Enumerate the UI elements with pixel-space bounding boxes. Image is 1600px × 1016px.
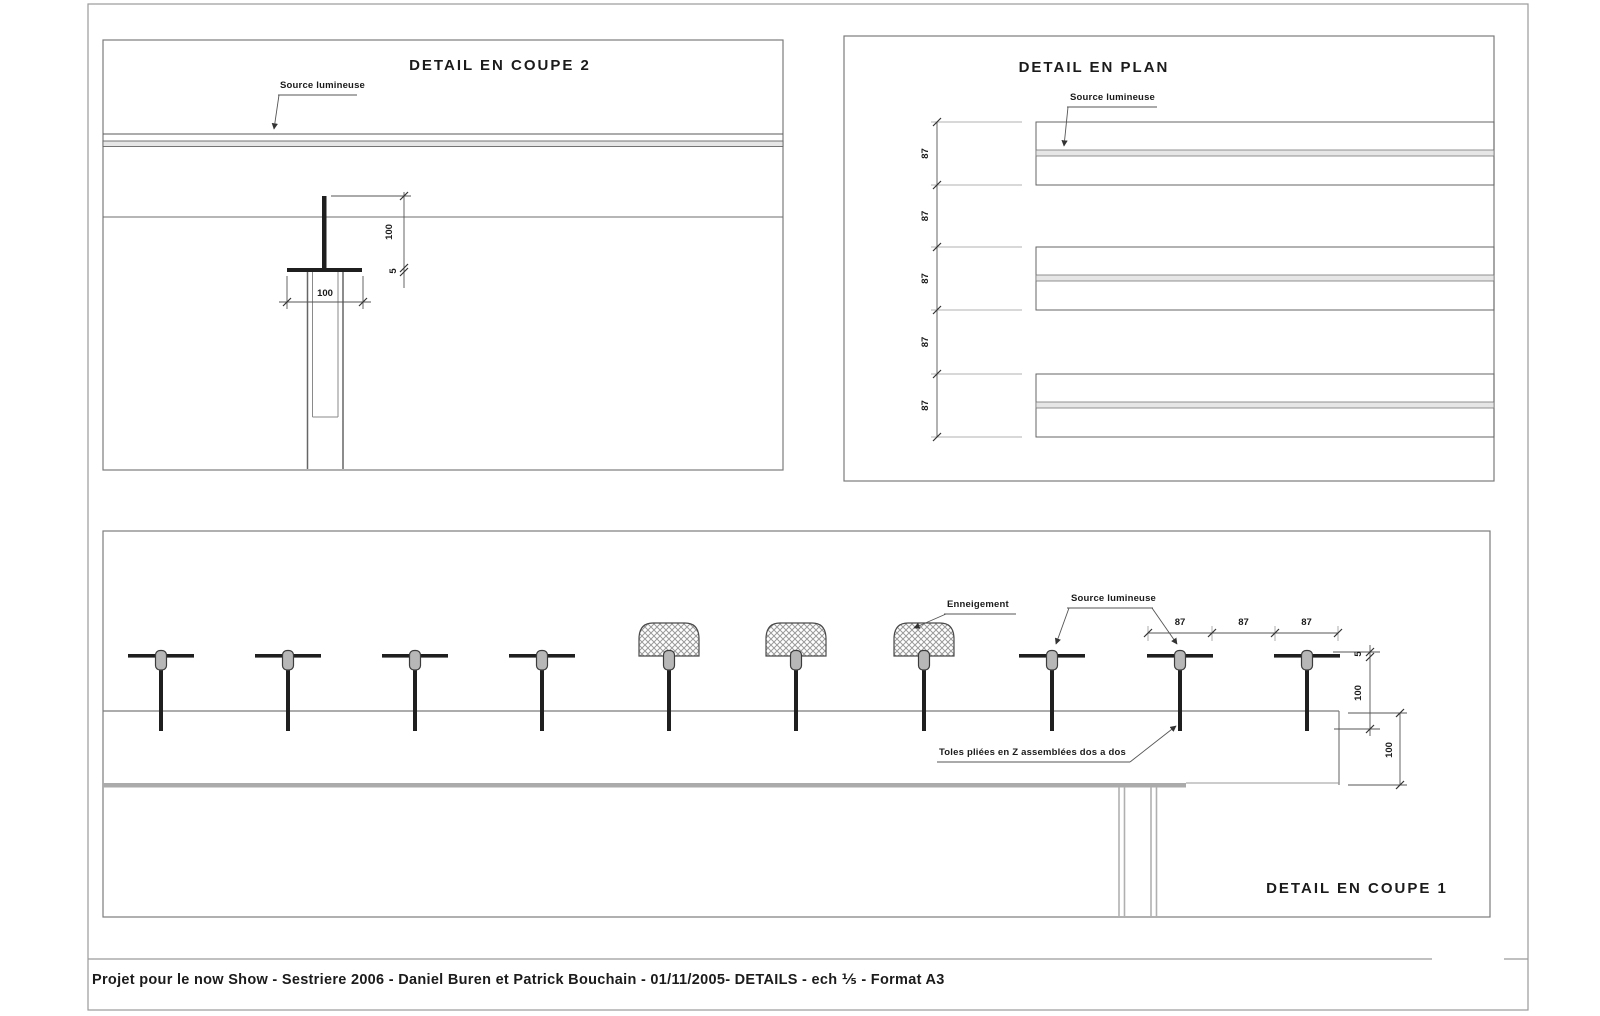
coupe2-title: DETAIL EN COUPE 2 [409, 57, 591, 74]
lamp-post-stem [922, 670, 926, 731]
light-bulb [283, 651, 294, 671]
coupe2-dim-width: 100 [317, 288, 333, 299]
led-band-light-strip [1036, 150, 1494, 156]
coupe1-dim-label: 87 [1301, 617, 1312, 628]
light-bulb [537, 651, 548, 671]
plan-dim-label: 87 [920, 336, 931, 348]
light-bulb [1047, 651, 1058, 671]
coupe1-title: DETAIL EN COUPE 1 [1266, 880, 1448, 897]
coupe1-source-label: Source lumineuse [1071, 593, 1157, 604]
coupe1-dim-beam: 100 [1384, 742, 1395, 758]
light-bulb [1175, 651, 1186, 671]
lamp-post-stem [286, 670, 290, 731]
plan-dim-label: 87 [920, 273, 931, 284]
plan-title: DETAIL EN PLAN [1018, 59, 1170, 76]
coupe1-drawing [103, 608, 1407, 916]
light-bulb [919, 651, 930, 671]
coupe1-snow-label: Enneigement [947, 599, 1009, 610]
light-bulb [791, 651, 802, 671]
coupe2-flange [287, 268, 362, 272]
lamp-post-stem [794, 670, 798, 731]
plan-source-label: Source lumineuse [1070, 92, 1156, 103]
lamp-post-stem [159, 670, 163, 731]
coupe1-dim-plate: 5 [1353, 651, 1364, 657]
plan-dim-label: 87 [920, 400, 931, 411]
coupe2-lamp-rod [322, 196, 327, 268]
coupe2-dim-height: 100 [384, 224, 395, 240]
led-band-light-strip [1036, 275, 1494, 281]
coupe1-dim-post: 100 [1353, 685, 1364, 701]
lamp-post-stem [540, 670, 544, 731]
lamp-post-stem [1305, 670, 1309, 731]
lamp-post-stem [413, 670, 417, 731]
lamp-post-stem [1178, 670, 1182, 731]
coupe2-dim-plate: 5 [388, 268, 399, 274]
coupe1-dim-label: 87 [1174, 617, 1186, 628]
coupe1-beam-sole [103, 783, 1186, 788]
plan-dim-label: 87 [920, 210, 931, 222]
coupe2-light-strip [103, 141, 783, 147]
plan-dim-label: 87 [920, 148, 931, 159]
light-bulb [410, 651, 421, 671]
led-band-light-strip [1036, 402, 1494, 408]
light-bulb [156, 651, 167, 671]
title-block-text: Projet pour le now Show - Sestriere 2006 - Daniel Buren et Patrick Bouchain - 01/11/2005- DETAILS - ech ⅕ - Format A3 [92, 972, 945, 988]
light-bulb [664, 651, 675, 671]
coupe1-dim-label: 87 [1238, 617, 1249, 628]
coupe1-sheet-label: Toles pliées en Z assemblées dos a dos [939, 747, 1126, 758]
plan-drawing [920, 107, 1494, 441]
lamp-post-stem [1050, 670, 1054, 731]
light-bulb [1302, 651, 1313, 671]
coupe2-source-label: Source lumineuse [280, 80, 366, 91]
coupe2-drawing [103, 95, 783, 469]
lamp-post-stem [667, 670, 671, 731]
